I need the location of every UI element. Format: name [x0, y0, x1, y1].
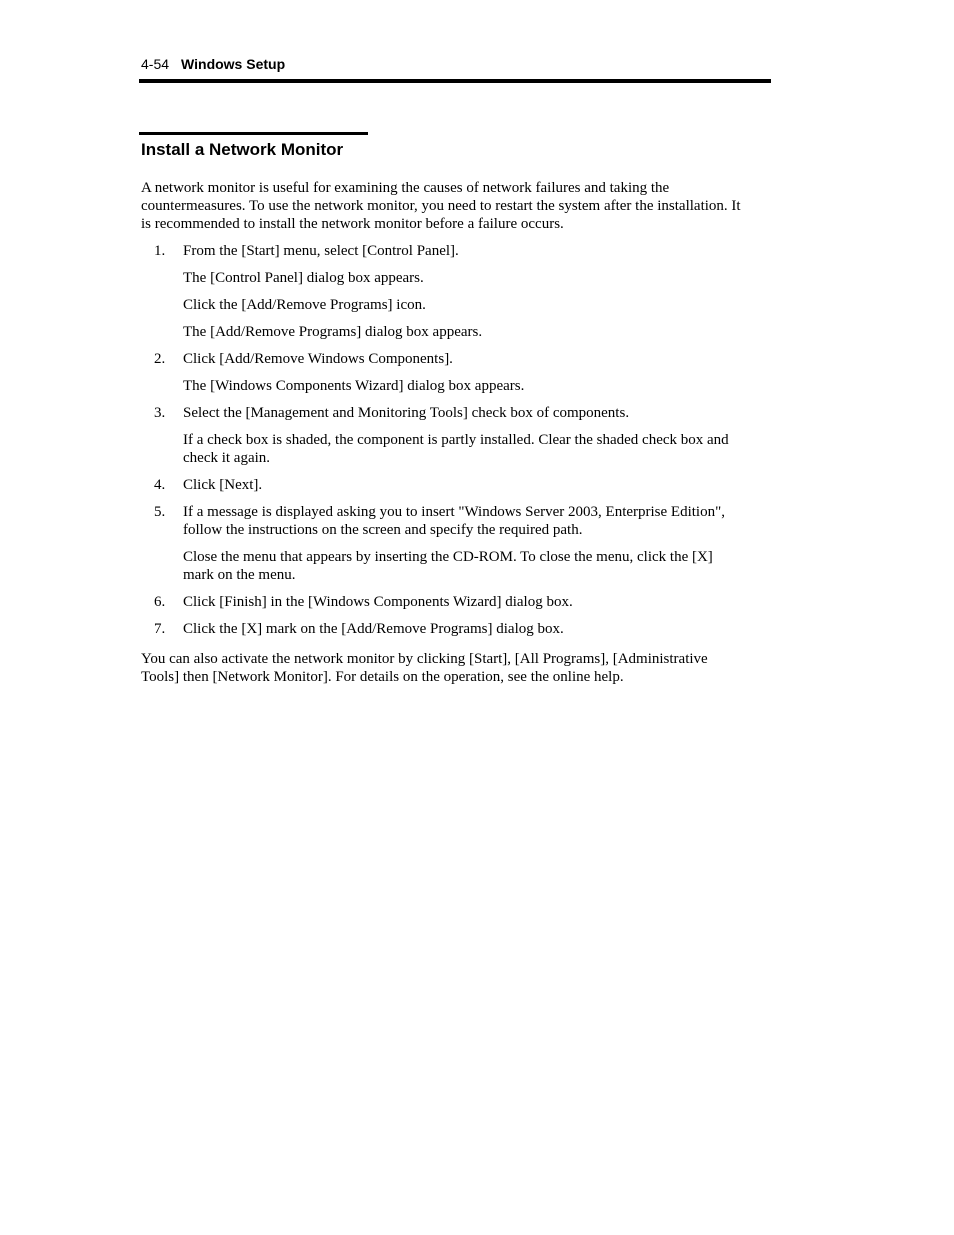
step-text: Select the [Management and Monitoring Tools] check box of components. — [183, 405, 630, 421]
step-number: 7. — [154, 621, 166, 637]
section-title: Install a Network Monitor — [141, 140, 344, 159]
step-note-line: mark on the menu. — [183, 567, 296, 583]
intro-paragraph — [141, 179, 771, 233]
step-note: The [Windows Components Wizard] dialog box appears. — [183, 378, 525, 394]
step-number: 1. — [154, 243, 166, 259]
step-text-line: If a message is displayed asking you to insert "Windows Server 2003, Enterprise Edition", — [183, 504, 725, 520]
step-number: 6. — [154, 594, 166, 610]
step-note — [183, 548, 771, 584]
running-header — [141, 56, 285, 73]
step-text — [183, 503, 771, 539]
step-note: Click the [Add/Remove Programs] icon. — [183, 297, 426, 313]
steps-list — [141, 242, 771, 647]
step-number: 3. — [154, 405, 166, 421]
step-text: Click [Finish] in the [Windows Components Wizard] dialog box. — [183, 594, 573, 610]
closing-line: You can also activate the network monitor by clicking [Start], [All Programs], [Administrative — [141, 651, 708, 667]
section-rule — [139, 132, 368, 135]
step-number: 5. — [154, 504, 166, 520]
step-note-line: Close the menu that appears by inserting the CD-ROM. To close the menu, click the [X] — [183, 549, 713, 565]
step-text: Click the [X] mark on the [Add/Remove Programs] dialog box. — [183, 621, 564, 637]
step-item — [141, 593, 771, 611]
page-number: 4-54 — [141, 56, 170, 72]
step-number: 4. — [154, 477, 166, 493]
step-item — [141, 242, 771, 341]
step-note-line: check it again. — [183, 450, 271, 466]
step-text-line: follow the instructions on the screen and specify the required path. — [183, 522, 583, 538]
header-rule — [139, 79, 771, 83]
step-number: 2. — [154, 351, 166, 367]
closing-line: Tools] then [Network Monitor]. For details on the operation, see the online help. — [141, 669, 624, 685]
step-item — [141, 350, 771, 395]
step-note-line: If a check box is shaded, the component is partly installed. Clear the shaded check box and — [183, 432, 729, 448]
step-item — [141, 620, 771, 638]
intro-line: A network monitor is useful for examining the causes of network failures and taking the — [141, 180, 670, 196]
step-note: The [Control Panel] dialog box appears. — [183, 270, 424, 286]
step-text: Click [Add/Remove Windows Components]. — [183, 351, 453, 367]
chapter-title: Windows Setup — [181, 56, 286, 72]
step-item — [141, 404, 771, 467]
step-text: From the [Start] menu, select [Control Panel]. — [183, 243, 459, 259]
step-item — [141, 503, 771, 584]
closing-paragraph — [141, 650, 771, 686]
step-note: The [Add/Remove Programs] dialog box appears. — [183, 324, 483, 340]
step-note — [183, 431, 771, 467]
intro-line: countermeasures. To use the network monitor, you need to restart the system after the installation. It — [141, 198, 741, 214]
step-item — [141, 476, 771, 494]
step-text: Click [Next]. — [183, 477, 263, 493]
intro-line: is recommended to install the network monitor before a failure occurs. — [141, 216, 564, 232]
